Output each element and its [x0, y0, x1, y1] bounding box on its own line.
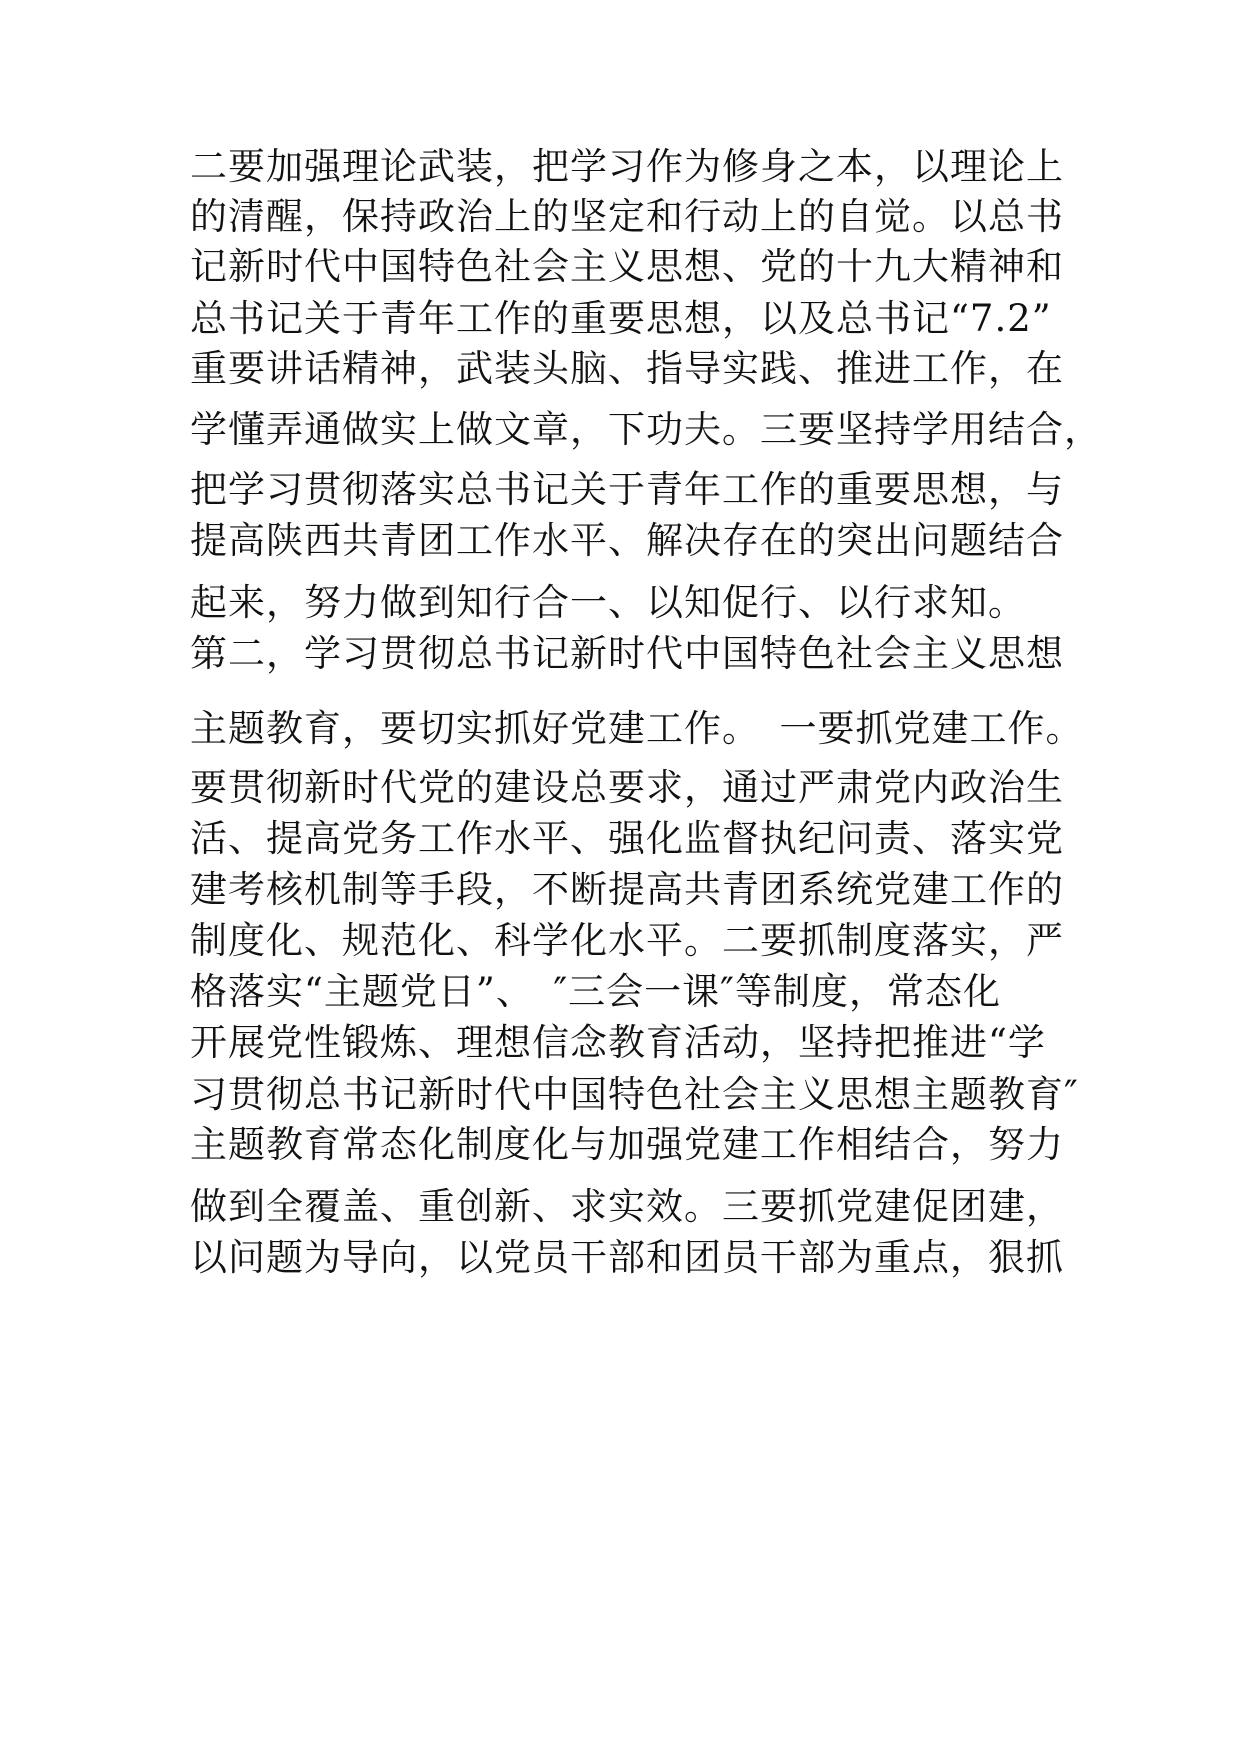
text-line: 主题教育常态化制度化与加强党建工作相结合，努力 [190, 1123, 1064, 1166]
text-line: 建考核机制等手段，不断提高共青团系统党建工作的 [190, 868, 1064, 911]
text-line: 提高陕西共青团工作水平、解决存在的突出问题结合 [190, 519, 1064, 562]
text-line: 总书记关于青年工作的重要思想，以及总书记“7.2” [190, 297, 1052, 340]
text-line: 活、提高党务工作水平、强化监督执纪问责、落实党 [190, 817, 1064, 860]
text-line: 记新时代中国特色社会主义思想、党的十九大精神和 [190, 245, 1064, 288]
text-line: 第二，学习贯彻总书记新时代中国特色社会主义思想 [190, 632, 1064, 675]
text-line: 格落实“主题党日”、 ″三会一课″等制度，常态化 [190, 970, 1001, 1013]
text-line: 二要加强理论武装，把学习作为修身之本，以理论上 [190, 145, 1064, 188]
text-line: 制度化、规范化、科学化水平。二要抓制度落实，严 [190, 919, 1064, 962]
text-line: 起来，努力做到知行合一、以知促行、以行求知。 [190, 581, 1026, 624]
text-line: 学懂弄通做实上做文章，下功夫。三要坚持学用结合， [190, 408, 1102, 451]
text-line: 做到全覆盖、重创新、求实效。三要抓党建促团建， [190, 1185, 1064, 1228]
text-line: 重要讲话精神，武装头脑、指导实践、推进工作，在 [190, 347, 1064, 390]
text-line: 的清醒，保持政治上的坚定和行动上的自觉。以总书 [190, 195, 1064, 238]
text-line: 开展党性锻炼、理想信念教育活动，坚持把推进“学 [190, 1021, 1046, 1064]
text-line: 以问题为导向，以党员干部和团员干部为重点，狠抓 [190, 1236, 1064, 1279]
text-line: 主题教育，要切实抓好党建工作。 一要抓党建工作。 [190, 707, 1084, 750]
text-line: 习贯彻总书记新时代中国特色社会主义思想主题教育″ [190, 1073, 1079, 1116]
text-line: 要贯彻新时代党的建设总要求，通过严肃党内政治生 [190, 766, 1064, 809]
text-line: 把学习贯彻落实总书记关于青年工作的重要思想，与 [190, 468, 1064, 511]
